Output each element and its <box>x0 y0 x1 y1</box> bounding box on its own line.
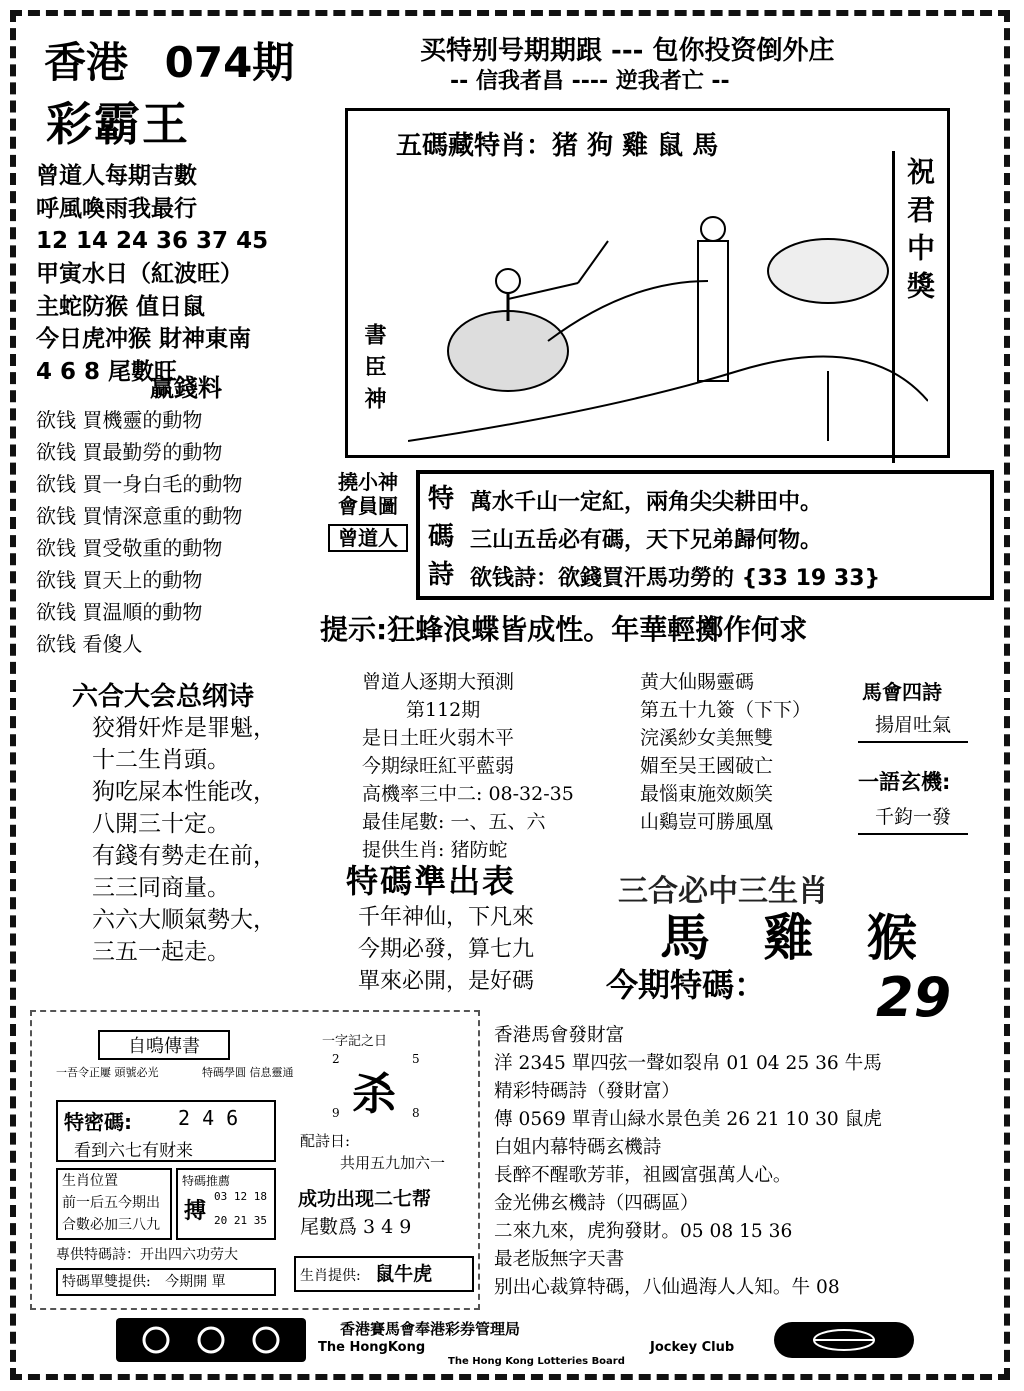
recommend-box <box>176 1168 276 1240</box>
hint <box>320 608 807 648</box>
stamp-line: 會員圖 <box>338 494 398 518</box>
intro-line: 曾道人每期吉數 <box>36 163 197 189</box>
wts-line: 最惱東施效颇笑 <box>640 783 774 805</box>
money-line: 欲钱 買温順的動物 <box>36 600 203 624</box>
intro-line: 今日虎冲猴 財神東南 <box>36 326 252 353</box>
single-double-value: 今期開 單 <box>165 1274 226 1290</box>
illustration-art <box>408 171 928 451</box>
single-double <box>56 1268 276 1296</box>
one-word-title: 一語玄機: <box>858 770 951 794</box>
zeng-line: 高機率三中二: 08-32-35 <box>362 783 574 805</box>
wts-line: 浣溪紗女美無雙 <box>640 727 774 749</box>
footer-line2-left: The HongKong <box>318 1340 426 1355</box>
footer-line2-right: Jockey Club <box>650 1340 735 1355</box>
day-char: 杀 <box>352 1069 396 1120</box>
slogan-line2: -- 信我者昌 ---- 逆我者亡 -- <box>450 69 730 94</box>
day-title: 一字記之日 <box>322 1034 388 1049</box>
one-word-value: 千鈞一發 <box>858 802 968 835</box>
illustration-box <box>345 108 950 458</box>
money-line: 欲钱 買情深意重的動物 <box>36 504 243 528</box>
money-list <box>36 404 242 660</box>
intro-line: 12 14 24 36 37 45 <box>36 228 269 255</box>
wts-line: 第五十九簽（下下） <box>640 699 812 721</box>
rb-line: 精彩特碼詩（發財富） <box>494 1081 680 1102</box>
money-line: 欲钱 看傻人 <box>36 632 143 656</box>
logo-emblem-icon <box>774 1322 914 1358</box>
special-table-title: 特碼準出表 <box>346 862 517 900</box>
hint-label: 提示: <box>320 613 388 646</box>
special-poem-line: 萬水千山一定紅，兩角尖尖耕田中。 <box>470 490 823 515</box>
intro-line: 主蛇防猴 值日鼠 <box>36 293 206 320</box>
money-line: 欲钱 買機靈的動物 <box>36 408 203 432</box>
single-double-label: 特碼單雙提供: <box>62 1274 151 1290</box>
general-poem-line: 十二生肖頭。 <box>92 747 230 773</box>
general-poem-line: 有錢有勢走在前， <box>92 843 276 869</box>
general-poem-line: 三三同商量。 <box>92 875 230 901</box>
footer-line3: The Hong Kong Lotteries Board <box>448 1356 625 1367</box>
recommend-label: 特碼推薦 <box>182 1174 231 1188</box>
special-table-line: 今期必發，算七九 <box>358 937 535 962</box>
wts-line: 黄大仙賜靈碼 <box>640 671 755 693</box>
zodiac-provide <box>294 1256 474 1292</box>
special-poem-box <box>416 470 994 600</box>
code-line: 看到六七有财来 <box>74 1141 193 1161</box>
special-poem-value: 欲錢買汗馬功勞的 {33 19 33} <box>558 566 881 591</box>
illustration-caption: 五碼藏特肖：猪 狗 雞 鼠 馬 <box>396 131 719 161</box>
special-poem-lines <box>470 484 880 598</box>
special-table-line: 千年神仙，下凡來 <box>358 905 535 930</box>
money-line: 欲钱 買天上的動物 <box>36 568 203 592</box>
special-poem-labels <box>428 480 454 594</box>
special-poem-line: 三山五岳必有碼，天下兄弟歸何物。 <box>470 528 823 553</box>
horse-poem-title: 馬會四詩 <box>862 680 942 704</box>
rb-line: 别出心裁算特碼，八仙過海人人知。牛 08 <box>494 1277 840 1298</box>
special-label: 詩 <box>428 560 455 590</box>
zodiac-position <box>56 1168 172 1240</box>
money-line: 欲钱 買最勤勞的動物 <box>36 440 223 464</box>
zeng-line: 曾道人逐期大預測 <box>362 671 515 693</box>
clipping-title: 自鳴傳書 <box>98 1030 230 1060</box>
match-label: 配詩日: <box>300 1132 351 1150</box>
clipping <box>30 1010 480 1310</box>
stamp-line: 撓小神 <box>338 470 398 494</box>
illustration-side-left: 書臣神 <box>361 323 386 419</box>
zodiac-position-line: 前一后五今期出 <box>62 1195 160 1211</box>
zeng-line: 第112期 <box>406 699 481 721</box>
main-title: 彩霸王 <box>46 97 190 151</box>
special-table <box>358 902 534 998</box>
special-poem-line <box>470 560 880 598</box>
zodiac-provide-value: 鼠牛虎 <box>375 1263 433 1285</box>
day-num-mid: 5 <box>412 1052 420 1066</box>
general-poem-line: 狗吃屎本性能改， <box>92 779 276 805</box>
match-text: 共用五九加六一 <box>340 1154 446 1172</box>
code-box <box>56 1100 276 1162</box>
wong-tai-sin <box>640 668 811 836</box>
intro-line: 呼風喚雨我最行 <box>36 195 197 222</box>
day-num-low: 8 <box>412 1106 420 1120</box>
money-line: 欲钱 買受敬重的動物 <box>36 536 223 560</box>
horse-poem-value: 揚眉吐氣 <box>858 710 968 743</box>
special-table-line: 單來必開，是好碼 <box>358 969 535 994</box>
lotteries-logo-right <box>774 1322 914 1358</box>
special-number: 29 <box>876 966 952 1029</box>
issue-number: 074期 <box>164 38 295 87</box>
hint-text: 狂蜂浪蝶皆成性。年華輕擲作何求 <box>387 613 808 646</box>
logo-swirl-icon <box>116 1318 306 1362</box>
day-num-low: 9 <box>332 1106 340 1120</box>
brand: 香港 <box>44 38 129 87</box>
general-poem <box>92 712 276 968</box>
zodiac-provide-label: 生肖提供: <box>300 1268 361 1284</box>
day-num-top: 2 <box>332 1052 340 1066</box>
rb-line: 香港馬會發財富 <box>494 1025 625 1046</box>
illustration-side-right: 祝君中獎 <box>892 151 943 463</box>
zeng-line: 今期绿旺紅平藍弱 <box>362 755 515 777</box>
zodiac-heading: 三合必中三生肖 <box>618 874 828 909</box>
brand-title <box>44 30 294 90</box>
zodiac-animals: 馬 雞 猴 <box>660 909 935 967</box>
rb-line: 白姐内幕特碼玄機詩 <box>494 1137 662 1158</box>
zodiac-position-line: 生肖位置 <box>62 1173 118 1189</box>
special-label: 特 <box>428 484 455 514</box>
money-title: 赢錢料 <box>150 374 222 402</box>
stamp <box>318 470 418 590</box>
footer-line1: 香港賽馬會奉港彩券管理局 <box>340 1320 521 1338</box>
special-number-label: 今期特碼： <box>606 966 767 1004</box>
jockey-club-logo-left <box>116 1318 306 1362</box>
stamp-line: 曾道人 <box>328 524 408 552</box>
right-bottom-list <box>494 1022 882 1302</box>
rb-line: 金光佛玄機詩（四碼區） <box>494 1193 699 1214</box>
special-label: 碼 <box>428 522 455 552</box>
general-poem-line: 八開三十定。 <box>92 811 230 837</box>
wts-line: 山鷄豈可勝風凰 <box>640 811 774 833</box>
rb-line: 二來九來，虎狗發財。05 08 15 36 <box>494 1221 793 1242</box>
rb-line: 傳 0569 單青山緑水景色美 26 21 10 30 鼠虎 <box>494 1109 882 1130</box>
general-poem-line: 三五一起走。 <box>92 939 230 965</box>
intro-line: 甲寅水日（紅波旺） <box>36 260 243 287</box>
general-poem-title: 六合大会总纲诗 <box>72 682 255 712</box>
success-text: 成功出现二七帮 <box>298 1188 432 1210</box>
recommend-char: 搏 <box>184 1199 207 1224</box>
zeng-prediction <box>362 668 574 864</box>
slogan-line1: 买特别号期期跟 --- 包你投资倒外庄 <box>420 36 835 66</box>
tail-text: 尾數爲 3 4 9 <box>300 1216 412 1238</box>
zeng-line: 是日土旺火弱木平 <box>362 727 515 749</box>
general-poem-line: 狡猾奸炸是罪魁， <box>92 715 276 741</box>
clipping-poem: 專供特碼詩：开出四六功劳大 <box>56 1247 238 1263</box>
left-intro <box>36 160 268 389</box>
rb-line: 長醉不醒歌芳菲，祖國富强萬人心。 <box>494 1165 792 1186</box>
general-poem-line: 六六大顺氣勢大， <box>92 907 276 933</box>
clipping-small-right: 特碼學圓 信息靈通 <box>202 1066 294 1079</box>
money-line: 欲钱 買一身白毛的動物 <box>36 472 243 496</box>
wts-line: 媚至吴王國破亡 <box>640 755 774 777</box>
code-value: 2 4 6 <box>178 1106 239 1130</box>
zodiac-position-line: 合數必加三八九 <box>62 1217 160 1233</box>
clipping-small-left: 一吾令正屢 頭號必光 <box>56 1066 159 1079</box>
rb-line: 洋 2345 單四弦一聲如裂帛 01 04 25 36 牛馬 <box>494 1053 882 1074</box>
rb-line: 最老版無字天書 <box>494 1249 625 1270</box>
zeng-line: 提供生肖: 猪防蛇 <box>362 839 508 861</box>
intro-line: 4 6 8 尾數旺 <box>36 358 178 385</box>
zeng-line: 最佳尾數: 一、五、六 <box>362 811 546 833</box>
recommend-row: 03 12 18 <box>214 1190 267 1203</box>
recommend-row: 20 21 35 <box>214 1214 267 1227</box>
code-label: 特密碼: <box>64 1110 132 1134</box>
special-poem-prefix: 欲钱詩： <box>470 566 559 591</box>
